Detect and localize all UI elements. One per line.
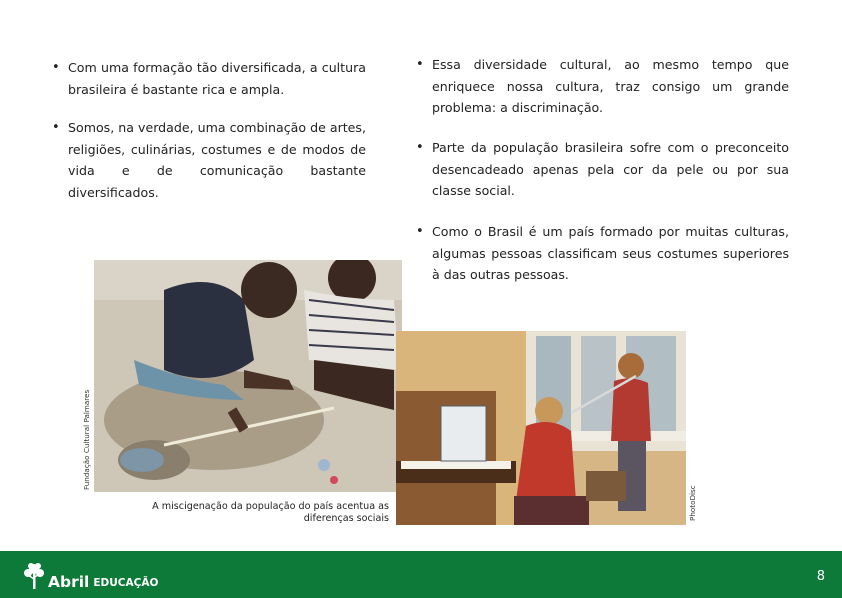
brand-name: Abril [48, 573, 90, 591]
photo-credit: Fundação Cultural Palmares [82, 389, 91, 490]
bullet-text: • Parte da população brasileira sofre com o preconceito desencadeado apenas pela cor da pele ou por sua classe social. [416, 137, 789, 202]
photo-caption: A miscigenação da população do país acentua as diferenças sociais [152, 501, 389, 524]
bullet-text: • Essa diversidade cultural, ao mesmo tempo que enriquece nossa cultura, traz consigo um grande problema: a discriminação. [416, 54, 789, 119]
bullet-text: • Como o Brasil é um país formado por muitas culturas, algumas pessoas classificam seus costumes superiores à das outras pessoas. [416, 221, 789, 286]
photo-children-illustration [94, 260, 402, 492]
bullet-text: • Somos, na verdade, uma combinação de artes, religiões, culinárias, costumes e de modos de vida e de comunicação bastante diversificados. [52, 117, 366, 203]
photo-children-playing-sand [94, 260, 402, 492]
photo-piano-flute [396, 331, 686, 525]
page-number: 8 [816, 569, 825, 584]
brand-subtitle: EDUCAÇÃO [93, 577, 159, 589]
photo-music-illustration [396, 331, 686, 525]
brand-logo [22, 559, 158, 591]
footer-bar [0, 551, 842, 598]
tree-icon [22, 561, 46, 591]
photo-credit: PhotoDisc [688, 485, 697, 521]
bullet-text: • Com uma formação tão diversificada, a cultura brasileira é bastante rica e ampla. [52, 57, 366, 100]
